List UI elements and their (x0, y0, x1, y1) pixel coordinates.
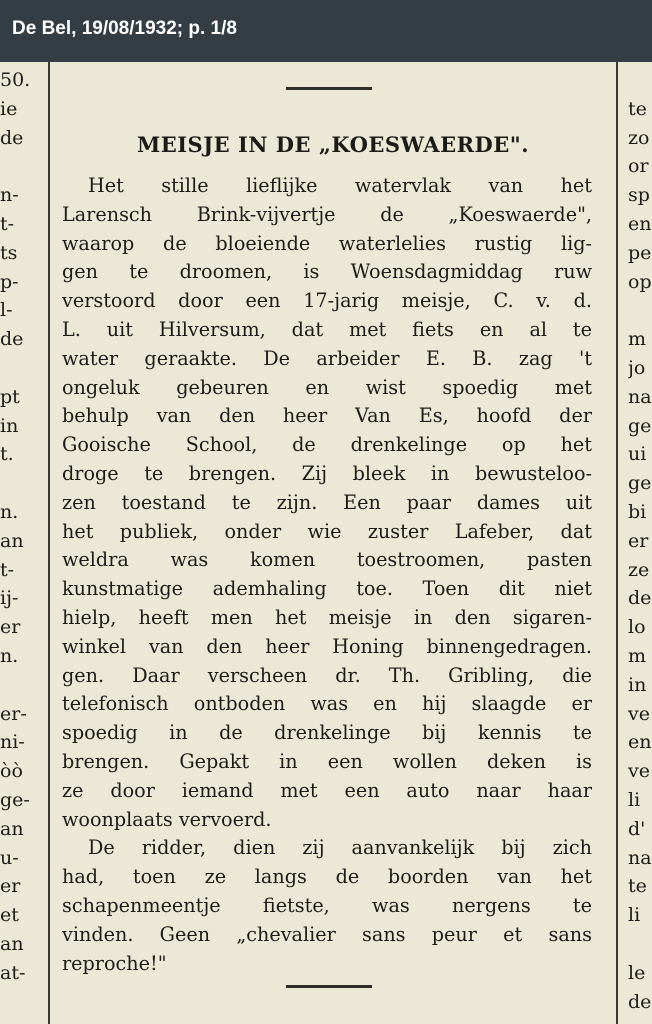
ornament-rule-top (286, 87, 372, 90)
fragment-line: bi (628, 500, 647, 523)
article-line: behulp van den heer Van Es, hoofd der (62, 404, 592, 428)
article-line: L. uit Hilversum, dat met fiets en al te (62, 317, 592, 341)
fragment-line (628, 930, 652, 959)
fragment-line (628, 66, 652, 95)
article-line: hielp, heeft men het meisje in den sigaren- (62, 605, 592, 629)
article-line: winkel van den heer Honing binnengedragen. (62, 634, 592, 658)
fragment-line: le (628, 961, 646, 984)
fragment-line: er (0, 875, 21, 898)
page-title: De Bel, 19/08/1932; p. 1/8 (12, 18, 237, 39)
fragment-line: t- (0, 212, 15, 235)
fragment-line: ze (628, 558, 650, 581)
fragment-line: ui (628, 443, 647, 466)
article-line: water geraakte. De arbeider E. B. zag 't (62, 346, 592, 370)
fragment-line: pt (0, 385, 20, 408)
article-line: had, toen ze langs de boorden van het (62, 865, 592, 889)
fragment-line: te (628, 875, 647, 898)
article-line: vinden. Geen „chevalier sans peur et sans (62, 922, 592, 946)
article-line: schapenmeentje fietste, was nergens te (62, 893, 592, 917)
fragment-line: li (628, 904, 641, 927)
column-rule-right (616, 62, 618, 1024)
fragment-line (0, 671, 46, 700)
fragment-line: m (628, 644, 647, 667)
article-line: brengen. Gepakt in een wollen deken is (62, 749, 592, 773)
fragment-line: n. (0, 500, 19, 523)
fragment-line (628, 296, 652, 325)
fragment-line: zo (628, 126, 650, 149)
fragment-line: sp (628, 184, 650, 207)
fragment-line: jo (628, 356, 646, 379)
fragment-line: at- (0, 961, 26, 984)
fragment-line: in (628, 673, 647, 696)
article-line: ze door iemand met een auto naar haar (62, 778, 592, 802)
fragment-line: ge (628, 472, 652, 495)
article-line: zen toestand te zijn. Een paar dames uit (62, 490, 592, 514)
fragment-line: d' (628, 817, 646, 840)
fragment-line (0, 354, 46, 383)
fragment-line: lo (628, 616, 646, 639)
fragment-line (0, 469, 46, 498)
newspaper-page (0, 62, 652, 1024)
fragment-line: ge (628, 414, 652, 437)
fragment-line: de (0, 328, 24, 351)
viewer-header (0, 0, 652, 62)
fragment-line: li (628, 788, 641, 811)
fragment-line: en (628, 212, 652, 235)
article-line: gen te droomen, is Woensdagmiddag ruw (62, 260, 592, 284)
right-column-fragment (628, 66, 652, 1016)
article-line: verstoord door een 17-jarig meisje, C. v. d. (62, 289, 592, 313)
fragment-line: de (628, 990, 652, 1013)
article-line: woonplaats vervoerd. (62, 807, 272, 831)
fragment-line: an (0, 529, 24, 552)
article-headline: MEISJE IN DE „KOESWAERDE". (136, 132, 530, 157)
fragment-line: an (0, 932, 24, 955)
fragment-line: de (0, 126, 24, 149)
article-line: Het stille lieflijke watervlak van het (88, 174, 592, 197)
article-line: De ridder, dien zij aanvankelijk bij zich (88, 836, 592, 860)
article-line: reproche!" (62, 951, 167, 975)
fragment-line: ni- (0, 731, 25, 754)
fragment-line: ve (628, 760, 650, 783)
fragment-line: te (628, 97, 647, 120)
fragment-line: n. (0, 644, 19, 667)
fragment-line: ge- (0, 788, 30, 811)
fragment-line: er (0, 616, 21, 639)
fragment-line: op (628, 270, 652, 293)
ornament-rule-bottom (286, 985, 372, 988)
article-line: spoedig in de drenkelinge bij kennis te (62, 721, 592, 745)
left-column-fragment (0, 66, 46, 988)
fragment-line: t. (0, 443, 14, 466)
fragment-line: er- (0, 702, 27, 725)
fragment-line: t- (0, 558, 15, 581)
fragment-line: or (628, 155, 649, 178)
fragment-line: ij- (0, 587, 19, 610)
article-line: ongeluk gebeuren en wist spoedig met (62, 375, 592, 399)
article-line: Larensch Brink-vijvertje de „Koeswaerde", (62, 202, 592, 226)
fragment-line: m (628, 328, 647, 351)
article-line: weldra was komen toestroomen, pasten (62, 548, 592, 572)
article-line: kunstmatige ademhaling toe. Toen dit niet (62, 577, 592, 601)
article-body (62, 172, 592, 978)
article-line: waarop de bloeiende waterlelies rustig lig- (62, 231, 592, 255)
fragment-line (0, 152, 46, 181)
fragment-line: p- (0, 270, 19, 293)
fragment-line: u- (0, 846, 19, 869)
article-line: gen. Daar verscheen dr. Th. Gribling, die (62, 663, 592, 687)
fragment-line: en (628, 731, 652, 754)
fragment-line: er (628, 529, 649, 552)
fragment-line: ie (0, 97, 18, 120)
article-line: het publiek, onder wie zuster Lafeber, dat (62, 519, 592, 543)
fragment-line: de (628, 587, 652, 610)
fragment-line: na (628, 846, 652, 869)
fragment-line: et (0, 904, 19, 927)
fragment-line: n- (0, 184, 19, 207)
fragment-line: ts (0, 241, 18, 264)
fragment-line: pe (628, 241, 652, 264)
fragment-line: l- (0, 299, 13, 322)
article-line: droge te brengen. Zij bleek in bewusteloo- (62, 461, 592, 485)
fragment-line: na (628, 385, 652, 408)
fragment-line: in (0, 414, 19, 437)
fragment-line: òò (0, 760, 23, 783)
fragment-line: an (0, 817, 24, 840)
fragment-line: 50. (0, 69, 31, 91)
fragment-line: ve (628, 702, 650, 725)
article-line: Gooische School, de drenkelinge op het (62, 433, 592, 457)
article-line: telefonisch ontboden was en hij slaagde er (62, 692, 592, 716)
column-rule-left (48, 62, 50, 1024)
